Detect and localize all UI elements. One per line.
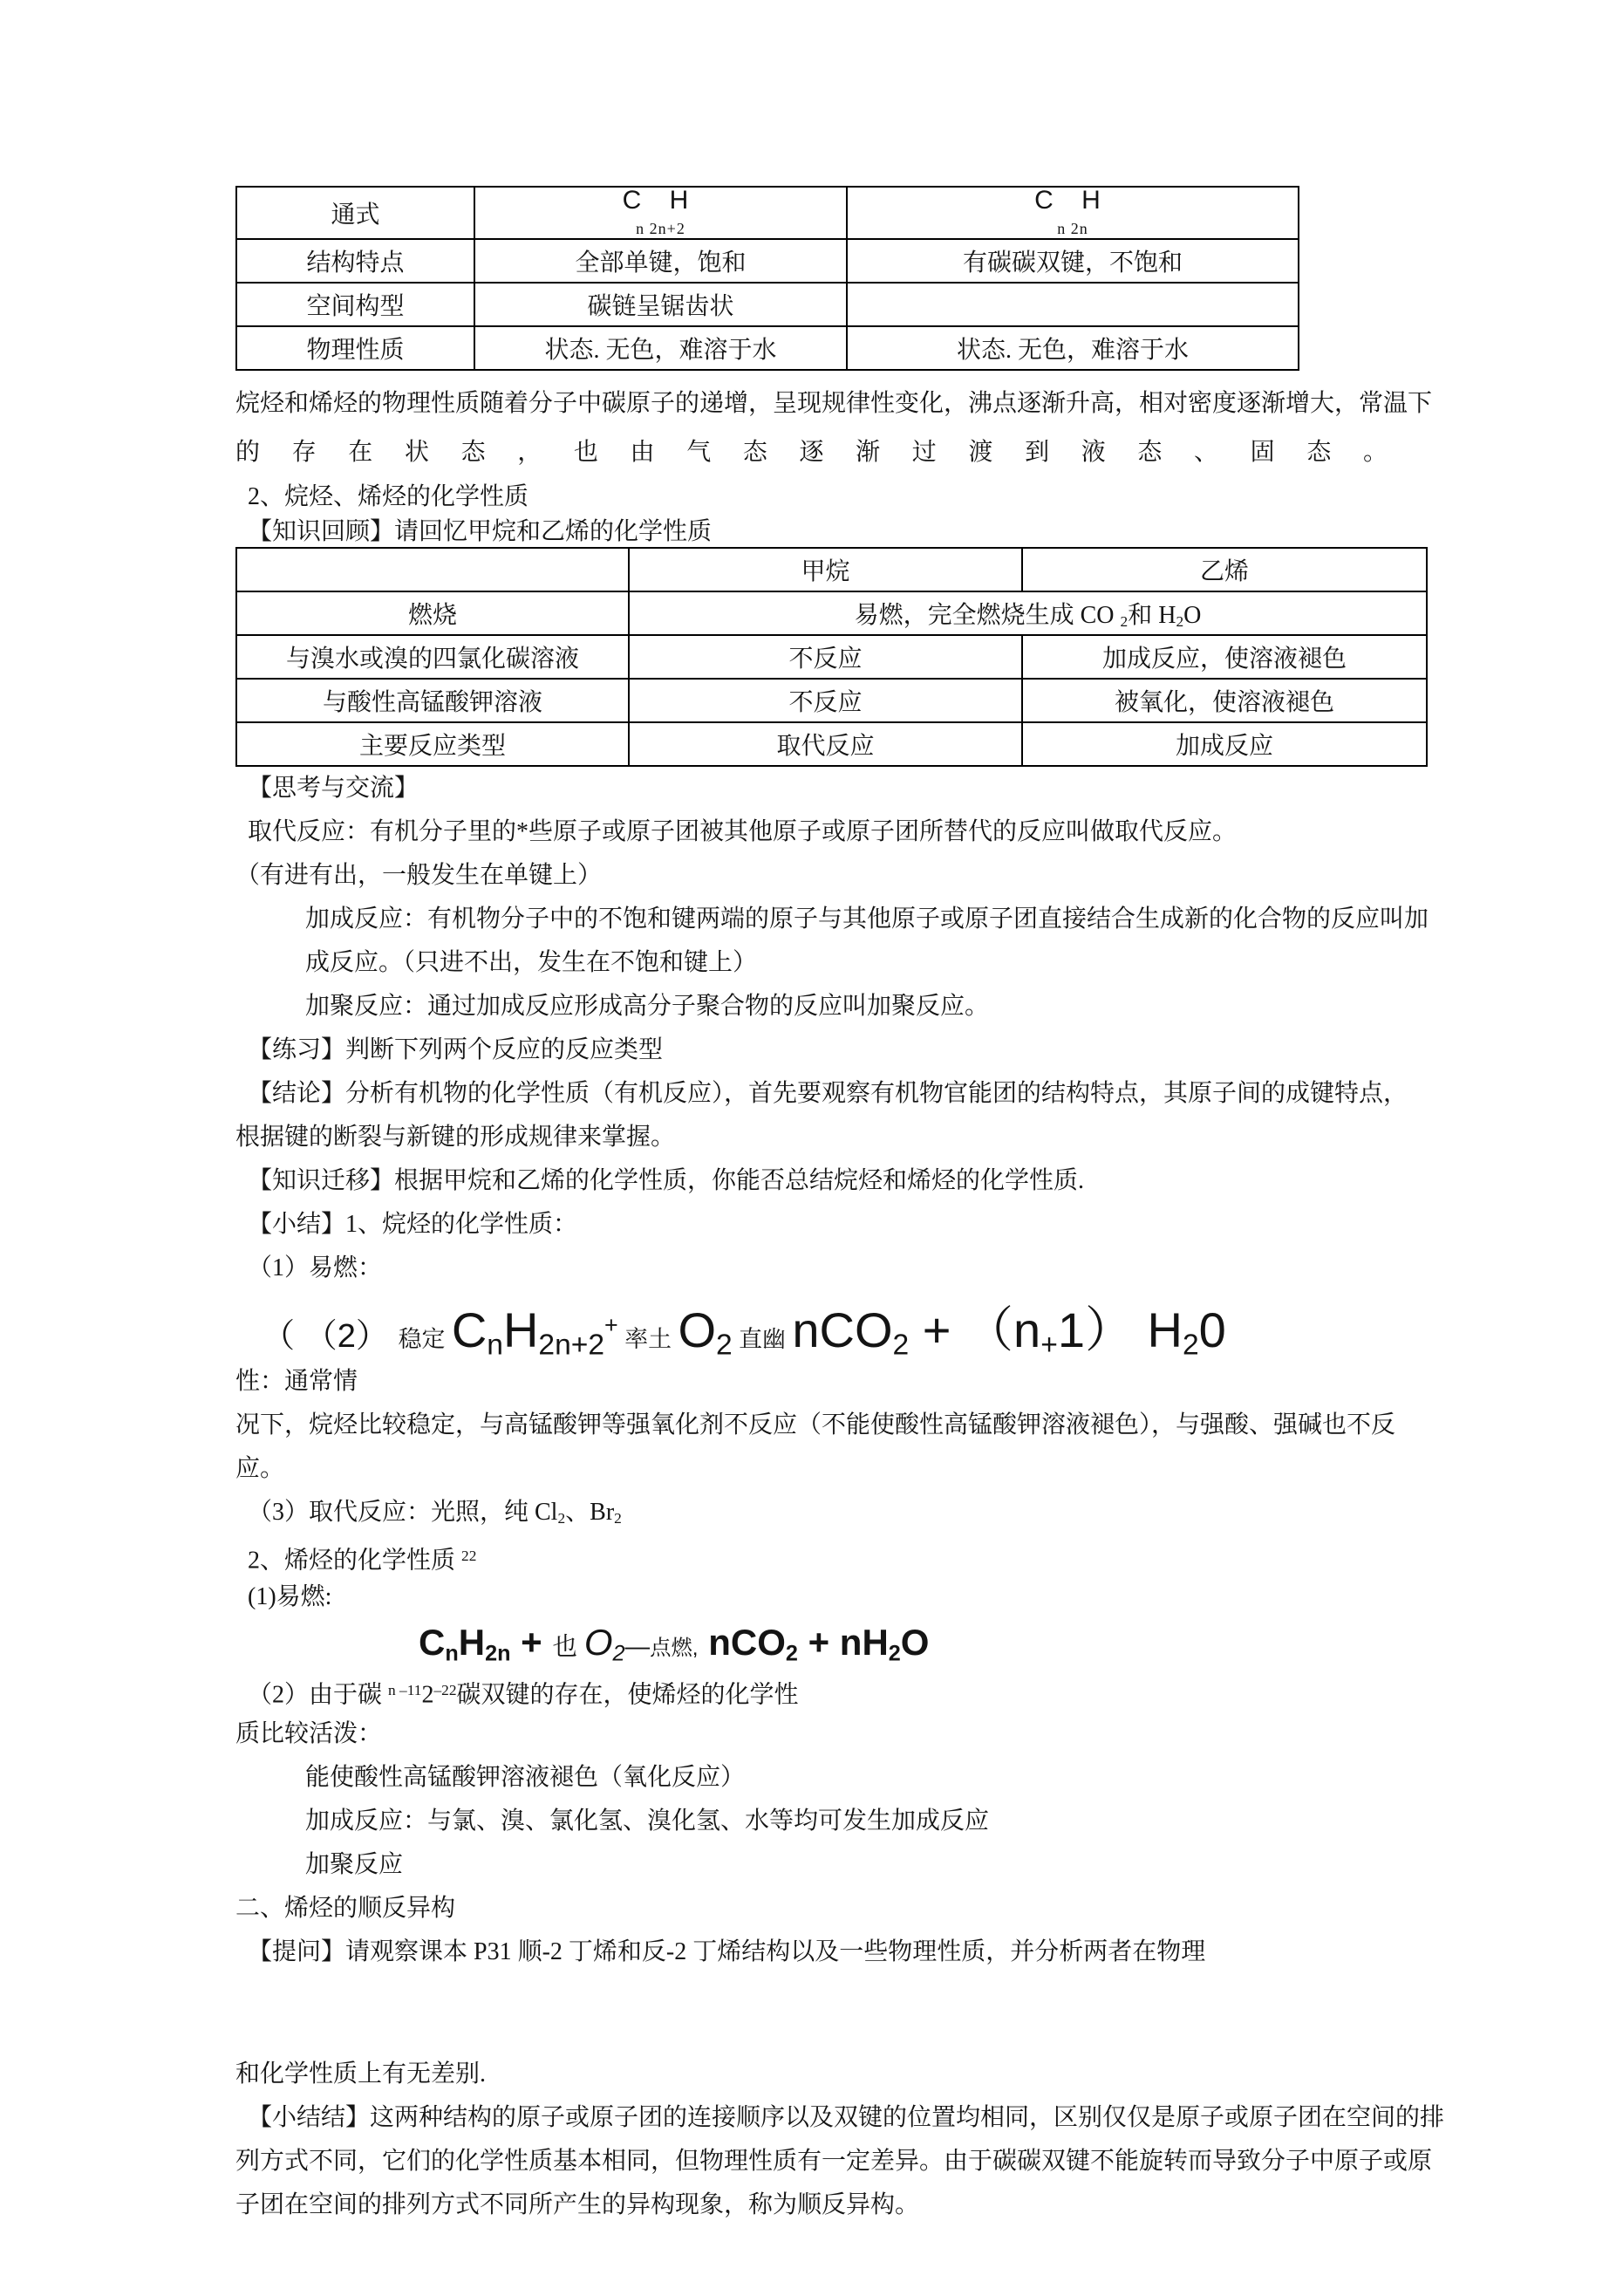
table-cell: 状态. 无色，难溶于水	[474, 326, 847, 370]
paragraph-line	[235, 1669, 1388, 1712]
text-segment: –22	[433, 1682, 457, 1698]
row-label: 结构特点	[236, 239, 474, 283]
table-cell: 不反应	[629, 679, 1022, 722]
text-segment: nCO	[698, 1622, 786, 1663]
review-heading: 【知识回顾】请回忆甲烷和乙烯的化学性质	[248, 518, 713, 545]
practice-heading: 【练习】判断下列两个反应的反应类型	[248, 1036, 664, 1063]
text-segment: O	[900, 1622, 930, 1663]
text-segment: + nH	[797, 1622, 889, 1663]
methane-ethylene-table	[235, 547, 1428, 767]
text-segment: 2	[892, 1329, 910, 1362]
paragraph-line: 列方式不同，它们的化学性质基本相同，但物理性质有一定差异。由于碳碳双键不能旋转而导致分子中原子或原	[235, 2148, 1433, 2175]
final-summary-heading: 【小结结】这两种结构的原子或原子团的连接顺序以及双键的位置均相同，区别仅仅是原子或原子团在空间的排	[248, 2104, 1445, 2131]
paragraph-line: 的 存 在 状 态 ， 也 由 气 态 逐 渐 过 渡 到 液 态 、 固 态 。	[235, 439, 1388, 466]
ask-heading: 【提问】请观察课本 P31 顺-2 丁烯和反-2 丁烯结构以及一些物理性质，并分析两者在物理	[248, 1938, 1206, 1965]
section-heading: 二、烯烃的顺反异构	[235, 1895, 456, 1922]
table-row	[236, 326, 1299, 370]
text-segment: 2	[888, 1641, 901, 1666]
paragraph-line: 烷烃和烯烃的物理性质随着分子中碳原子的递增，呈现规律性变化，沸点逐渐升高，相对密度逐渐增大，常温下	[235, 390, 1433, 417]
table-cell: 加成反应，使溶液褪色	[1022, 635, 1427, 679]
summary-heading: 【小结】1、烷烃的化学性质：	[248, 1211, 578, 1238]
paragraph-line: (1)易燃:	[248, 1583, 332, 1610]
table-cell: 有碳碳双键，不饱和	[847, 239, 1299, 283]
text-segment: +	[1040, 1329, 1058, 1362]
text-segment: 易燃，完全燃烧生成 CO	[854, 602, 1121, 629]
text-segment: 2	[785, 1641, 798, 1666]
text-segment: n	[388, 1682, 396, 1698]
table-row	[236, 187, 1299, 239]
text-segment: 2n+2	[538, 1329, 605, 1362]
table-header-cell: 乙烯	[1022, 548, 1427, 591]
text-segment: 0	[1198, 1302, 1226, 1358]
paragraph-line: 加聚反应：通过加成反应形成高分子聚合物的反应叫加聚反应。	[305, 993, 990, 1020]
text-segment: n	[487, 1329, 503, 1362]
general-formula-table	[235, 186, 1299, 371]
paragraph-line: 性：通常情	[235, 1368, 358, 1395]
text-segment: 和 H	[1128, 602, 1176, 629]
table-cell: 加成反应	[1022, 722, 1427, 766]
text-segment: 2	[557, 1509, 566, 1527]
text-segment: n	[445, 1641, 459, 1666]
text-segment: 22	[461, 1548, 477, 1564]
row-label: 燃烧	[236, 591, 629, 635]
table-header-row	[236, 548, 1427, 591]
paragraph-line: 和化学性质上有无差别.	[235, 2060, 487, 2088]
text-segment: 2	[614, 1509, 622, 1527]
text-segment: 2	[1176, 612, 1184, 630]
table-cell-merged	[629, 591, 1427, 635]
text-segment: C H	[622, 187, 699, 215]
text-segment: 率土	[617, 1326, 679, 1353]
text-segment: C H	[1034, 187, 1111, 215]
paragraph-line	[235, 1491, 1388, 1534]
text-segment: +	[909, 1302, 965, 1358]
text-segment: C	[451, 1302, 488, 1358]
row-label: 与酸性高锰酸钾溶液	[236, 679, 629, 722]
table-row	[236, 591, 1427, 635]
text-segment: O	[678, 1302, 716, 1358]
table-cell: 被氧化，使溶液褪色	[1022, 679, 1427, 722]
text-segment: 稳定	[398, 1326, 452, 1353]
row-label: 空间构型	[236, 283, 474, 326]
formula-alkane	[474, 187, 847, 239]
row-label: 与溴水或溴的四氯化碳溶液	[236, 635, 629, 679]
text-segment: +	[604, 1312, 618, 1338]
text-segment: 1）	[1057, 1302, 1148, 1358]
section-heading	[235, 1534, 1388, 1578]
text-segment: （2）由于碳	[248, 1681, 389, 1709]
text-segment: 2、烯烃的化学性质	[248, 1547, 462, 1575]
text-segment: 2	[1182, 1329, 1199, 1362]
text-segment: H	[502, 1302, 539, 1358]
paragraph-line: （1）易燃：	[248, 1254, 383, 1281]
formula-alkene	[847, 187, 1299, 239]
paragraph-line: 子团在空间的排列方式不同所产生的异构现象，称为顺反异构。	[235, 2191, 920, 2218]
paragraph-line: （有进有出，一般发生在单键上）	[235, 862, 603, 889]
text-segment: 直幽	[732, 1326, 793, 1353]
paragraph-line: 况下，烷烃比较稳定，与高锰酸钾等强氧化剂不反应（不能使酸性高锰酸钾溶液褪色），与强酸、强碱也不反	[235, 1411, 1396, 1438]
text-segment: 2	[716, 1329, 733, 1362]
text-segment: H	[458, 1622, 486, 1663]
text-segment: （	[262, 1318, 304, 1356]
text-segment: O	[1183, 602, 1202, 629]
row-label: 通式	[236, 187, 474, 239]
paragraph-line: 加聚反应	[305, 1851, 404, 1878]
think-heading: 【思考与交流】	[248, 775, 419, 802]
table-cell: 取代反应	[629, 722, 1022, 766]
table-cell: 状态. 无色，难溶于水	[847, 326, 1299, 370]
text-segment: O	[583, 1622, 613, 1663]
table-cell: 全部单键，饱和	[474, 239, 847, 283]
text-segment: （3）取代反应：光照，纯 Cl	[248, 1499, 558, 1526]
table-row	[236, 635, 1427, 679]
text-segment: 、Br	[565, 1499, 615, 1526]
table-row	[236, 722, 1427, 766]
text-segment: –11	[399, 1682, 422, 1698]
table-cell	[847, 283, 1299, 326]
paragraph-line: 加成反应：有机物分子中的不饱和键两端的原子与其他原子或原子团直接结合生成新的化合物的反应叫加	[305, 905, 1429, 933]
table-row	[236, 239, 1299, 283]
text-segment: nCO	[792, 1302, 893, 1358]
row-label: 物理性质	[236, 326, 474, 370]
row-label: 主要反应类型	[236, 722, 629, 766]
paragraph-line: 加成反应：与氯、溴、氯化氢、溴化氢、水等均可发生加成反应	[305, 1807, 990, 1835]
text-segment: 2	[421, 1681, 434, 1709]
table-row	[236, 283, 1299, 326]
text-segment: （2）	[303, 1318, 399, 1356]
paragraph-line: 能使酸性高锰酸钾溶液褪色（氧化反应）	[305, 1764, 746, 1791]
section-heading: 2、烷烃、烯烃的化学性质	[248, 483, 529, 510]
table-cell: 不反应	[629, 635, 1022, 679]
paragraph-line: 成反应。（只进不出，发生在不饱和键上）	[305, 949, 758, 976]
paragraph-line: 【结论】分析有机物的化学性质（有机反应），首先要观察有机物官能团的结构特点，其原子间的成键特点，	[248, 1080, 1408, 1107]
transfer-heading: 【知识迁移】根据甲烷和乙烯的化学性质，你能否总结烷烃和烯烃的化学性质.	[248, 1167, 1085, 1194]
text-segment: 也	[552, 1633, 584, 1661]
text-segment: n 2n+2	[636, 220, 685, 237]
text-segment: 2	[1120, 612, 1129, 630]
paragraph-line: 根据键的断裂与新键的形成规律来掌握。	[235, 1124, 676, 1151]
table-header-cell: 甲烷	[629, 548, 1022, 591]
table-cell: 碳链呈锯齿状	[474, 283, 847, 326]
text-segment: +	[510, 1622, 553, 1663]
table-row	[236, 679, 1427, 722]
text-segment: —	[624, 1633, 651, 1661]
text-segment: 2n	[485, 1641, 511, 1666]
text-segment: C	[419, 1622, 446, 1663]
text-segment: n 2n	[1057, 220, 1088, 237]
table-header-cell	[236, 548, 629, 591]
equation-alkene-combustion	[235, 1616, 1388, 1669]
blank-gap	[235, 1974, 1388, 2053]
text-segment: 点燃,	[650, 1637, 699, 1660]
text-segment: H	[1147, 1302, 1183, 1358]
text-segment: （n	[965, 1302, 1041, 1358]
paragraph-line: 应。	[235, 1455, 285, 1482]
paragraph-line: 取代反应：有机分子里的*些原子或原子团被其他原子或原子团所替代的反应叫做取代反应。	[248, 818, 1238, 845]
paragraph-line: 质比较活泼：	[235, 1720, 383, 1747]
equation-alkane-combustion	[235, 1290, 1388, 1360]
text-segment: 2	[612, 1641, 625, 1666]
text-segment: 碳双键的存在，使烯烃的化学性	[456, 1681, 799, 1709]
